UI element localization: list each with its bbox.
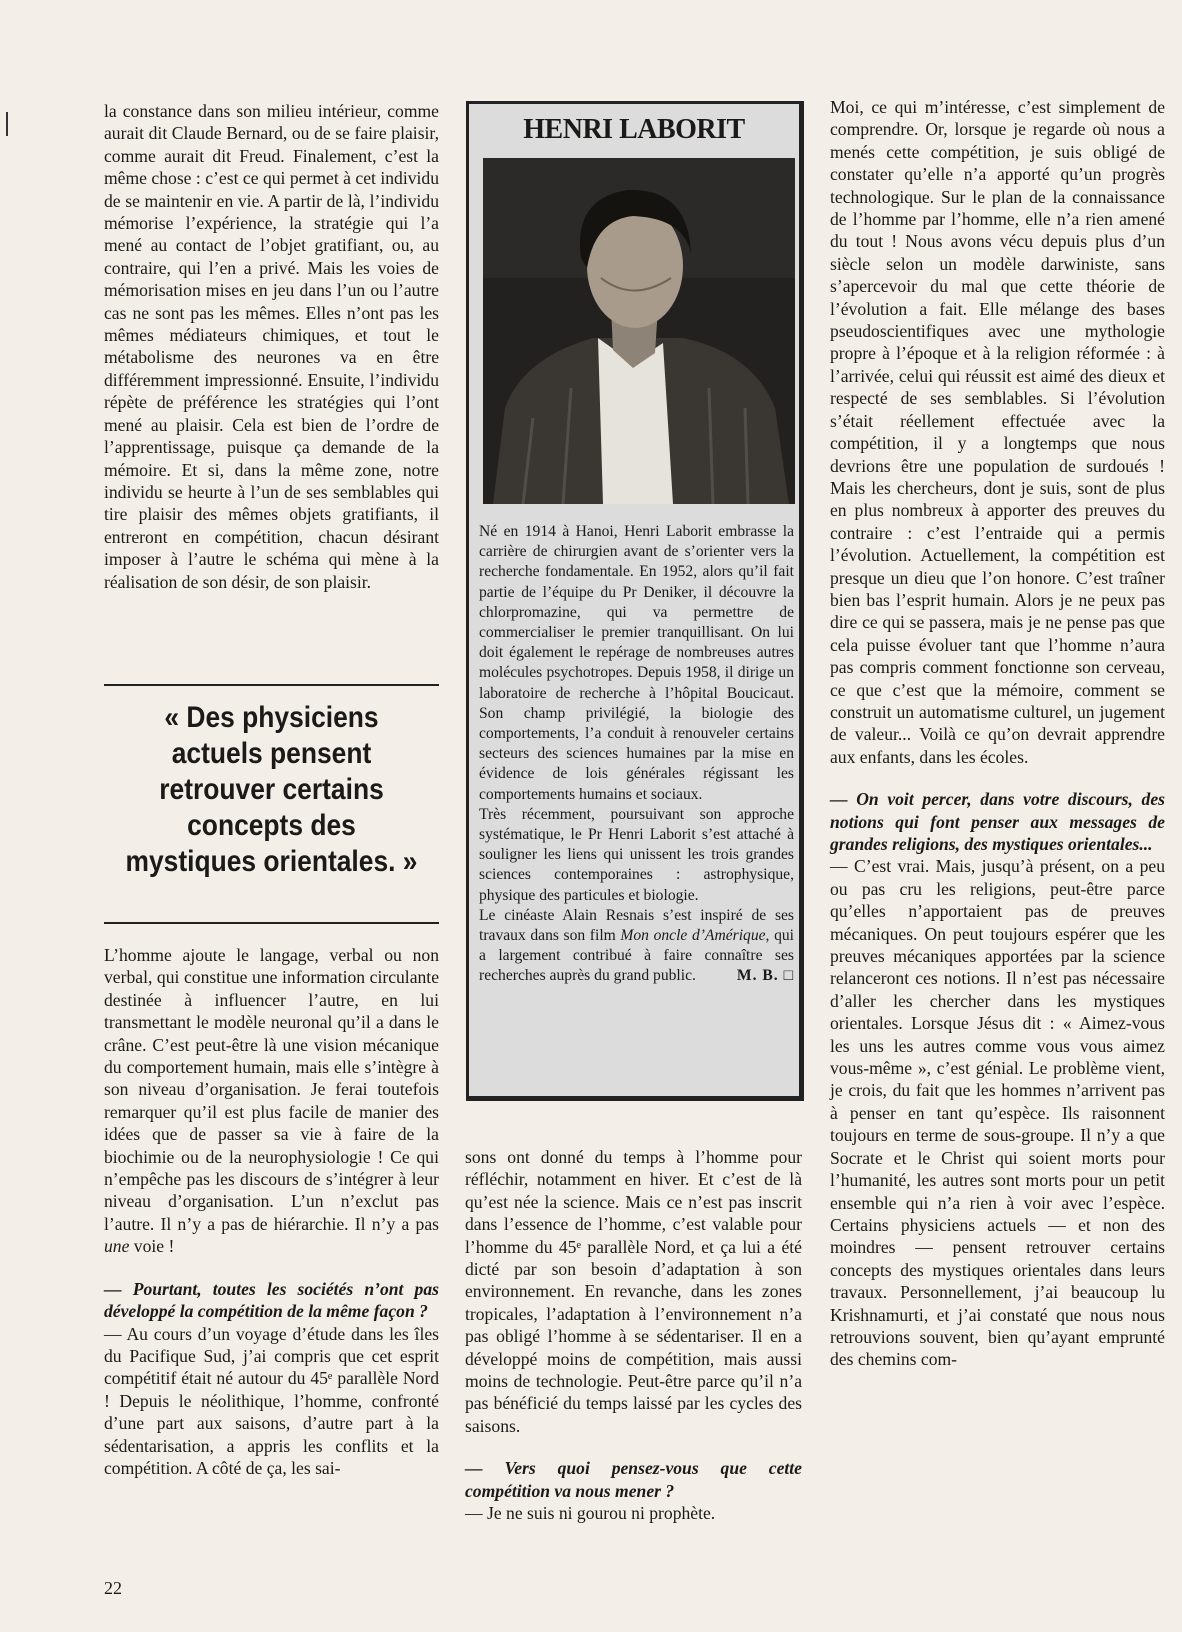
bio-sidebar bbox=[466, 101, 804, 1101]
article-paragraph bbox=[104, 944, 439, 1258]
interview-answer: — Au cours d’un voyage d’étude dans les îles du Pacifique Sud, j’ai compris que cet esprit compétitif était né autour du 45ᵉ parallèle Nord ! Depuis le néolithique, l’homme, confronté d’une part aux saisons, d’autre part à la sédentarisation, a appris les conflits et la compétition. A côté de ça, les sai- bbox=[104, 1323, 439, 1478]
interview-question: — Pourtant, toutes les sociétés n’ont pas développé la compétition de la même façon ? bbox=[104, 1278, 439, 1322]
article-paragraph: Moi, ce qui m’intéresse, c’est simplement de comprendre. Or, lorsque je regarde où nous a menés cette compétition, je suis obligé de constater qu’elle n’a apporté qu’un progrès technologique. Sur le plan de la connaissance de l’homme par l’homme, elle n’a rien amené du tout ! Nous avons vécu depuis plus d’un siècle selon un modèle darwiniste, sans s’apercevoir du mal que cette théorie de l’évolution a fait. Elle mélange des bases pseudoscientifiques avec une mythologie propre à l’époque et à la religion réformée : à l’arrivée, celui qui réussit est aimé des dieux et respecté de ses semblables. Si l’évolution s’était réellement effectuée avec la compétition, il y a longtemps que nous devrions être une population de surdoués ! Mais les chercheurs, dont je suis, sont de plus en plus nombreux à apporter des preuves du contraire : c’est l’entraide qui a permis l’évolution. Actuellement, la compétition est presque un dieu que l’on honore. C’est traîner bien bas l’esprit humain. Alors je ne peux pas dire ce qui se passera, mais je ne pense pas que cela puisse évoluer tant que l’homme n’aura pas compris comment fonctionne son cerveau, ce que c’est que la mémoire, comment se construit un automatisme culturel, un jugement de valeur... Voilà ce qu’on devrait apprendre aux enfants, dans les écoles. bbox=[830, 97, 1165, 767]
film-title: Mon oncle d’Amérique, bbox=[620, 927, 770, 945]
divider-bottom bbox=[104, 922, 439, 924]
bio-text-part: Le cinéaste Alain Resnais s’est inspiré de ses travaux dans son film bbox=[479, 906, 794, 945]
article-paragraph: la constance dans son milieu intérieur, comme aurait dit Claude Bernard, ou de se faire plaisir, comme aurait dit Freud. Finalement, c’est la même chose : c’est ce qui permet à cet individu de se maintenir en vie. A partir de là, l’individu mémorise l’expérience, la stratégie qui l’a mené au contact de l’objet gratifiant, ou, au contraire, qui l’en a privé. Mais les voies de mémorisation mises en jeu dans l’un ou l’autre cas ne sont pas les mêmes. Elles n’ont pas les mêmes médiateurs chimiques, et tout le métabolisme des neurones va en être différemment impressionné. Ensuite, l’individu répète de préférence les stratégies qui l’ont mené au plaisir. Cela est bien de l’ordre de l’apprentissage, puisque ça demande de la mémoire. Et si, dans la même zone, notre individu se heurte à l’un de ses semblables qui tire plaisir des mêmes objets gratifiants, il entreront en compétition, chacun désirant imposer à l’autre le schéma qui mène à la réalisation de son désir, de son plaisir. bbox=[104, 101, 439, 592]
article-column-1-bottom bbox=[104, 944, 439, 1479]
bio-text bbox=[479, 522, 794, 987]
article-paragraph: sons ont donné du temps à l’homme pour réfléchir, notamment en hiver. Et c’est de là qu’est née la science. Mais ce n’est pas inscrit dans l’essence de l’homme, c’est valable pour l’homme du 45ᵉ parallèle Nord, et ça lui a été dicté par son besoin d’adaptation à son environnement. En revanche, dans les zones tropicales, l’adaptation à l’environnement n’a pas obligé l’homme à se sédentariser. Il en a développé moins de compétition, mais aussi moins de technologie. Peut-être parce qu’il n’a pas bénéficié du temps laissé par les cycles des saisons. bbox=[465, 1147, 802, 1436]
page-number: 22 bbox=[104, 1578, 122, 1598]
article-column-1-top bbox=[104, 100, 439, 593]
bio-paragraph: Né en 1914 à Hanoi, Henri Laborit embrasse la carrière de chirurgien avant de s’orienter vers la recherche fondamentale. En 1952, alors qu’il fait partie de l’équipe du Pr Deniker, il découvre la chlorpromazine, qui va permettre de commercialiser le premier tranquillisant. On lui doit également le repérage de nombreuses autres molécules psychotropes. Depuis 1958, il dirige un laboratoire de recherche à l’hôpital Boucicaut. Son champ privilégié, la biologie des comportements, l’a conduit à renouveler certains secteurs des sciences humaines par la mise en évidence de lois générales régissant les comportements humains et sociaux. bbox=[479, 523, 794, 803]
margin-mark bbox=[6, 112, 8, 136]
portrait-photo bbox=[483, 158, 795, 504]
divider-top bbox=[104, 684, 439, 686]
bio-paragraph bbox=[479, 906, 794, 987]
pull-quote: « Des physiciens actuels pensent retrouver certains concepts des mystiques orientales. » bbox=[125, 701, 418, 878]
bio-paragraph: Très récemment, poursuivant son approche systématique, le Pr Henri Laborit s’est attaché à souligner les liens qui unissent les trois grandes sciences contemporaines : astrophysique, physique des particules et biologie. bbox=[479, 805, 794, 904]
signature: M. B. □ bbox=[736, 967, 794, 985]
interview-answer: — Je ne suis ni gourou ni prophète. bbox=[465, 1503, 716, 1524]
paragraph-text: voie ! bbox=[129, 1236, 175, 1257]
paragraph-text: L’homme ajoute le langage, verbal ou non verbal, qui constitue une information circulante destinée à influencer l’autre, en lui transmettant le modèle neuronal qu’il a dans le crâne. C’est peut-être là une vision mécanique du comportement humain, mais elle s’intègre à son niveau d’organisation. Je ferai toutefois remarquer qu’il est plus facile de manier des idées que de passer sa vie à faire de la biochimie ou de la neurophysiologie ! Ce qui n’empêche pas les discours de s’intégrer à leur niveau d’organisation. L’un n’exclut pas l’autre. Il n’y a pas de hiérarchie. Il n’y a pas bbox=[104, 945, 439, 1234]
article-column-3 bbox=[830, 96, 1165, 1371]
interview-question: — On voit percer, dans votre discours, des notions qui font penser aux messages de grandes religions, des mystiques orientales... bbox=[830, 789, 1165, 854]
bio-text-part: qui a largement contribué à faire connaître ses recherches auprès du grand public. bbox=[479, 927, 794, 985]
sidebar-title: HENRI LABORIT bbox=[523, 114, 745, 145]
emphasis-word: une bbox=[104, 1236, 130, 1257]
article-column-2-bottom bbox=[465, 1146, 802, 1525]
interview-answer: — C’est vrai. Mais, jusqu’à présent, on a peu ou pas cru les religions, peut-être parce qu’elles n’apportaient pas de preuves mécaniques. On peut toujours espérer que les preuves mécaniques apportées par la science relanceront ces notions. Il n’est pas nécessaire d’aller les chercher dans les mystiques orientales. Lorsque Jésus dit : « Aimez-vous les uns les autres comme vous vous aimez vous-même », c’est génial. Le problème vient, je crois, du fait que les hommes n’arrivent pas à penser en tant qu’espèce. Ils raisonnent toujours en terme de sous-groupe. Il n’y a que Socrate et le Christ qui soient morts pour l’humanité, les autres sont morts pour un petit ensemble qui n’a rien à voir avec l’espèce. Certains physiciens actuels — et non des moindres — pensent retrouver certains concepts des mystiques orientales dans leurs travaux. Personnellement, j’ai beaucoup lu Krishnamurti, et j’ai constaté que nous nous retrouvions souvent, bien qu’ayant emprunté des chemins com- bbox=[830, 856, 1165, 1370]
interview-question: — Vers quoi pensez-vous que cette compétition va nous mener ? bbox=[465, 1458, 802, 1501]
